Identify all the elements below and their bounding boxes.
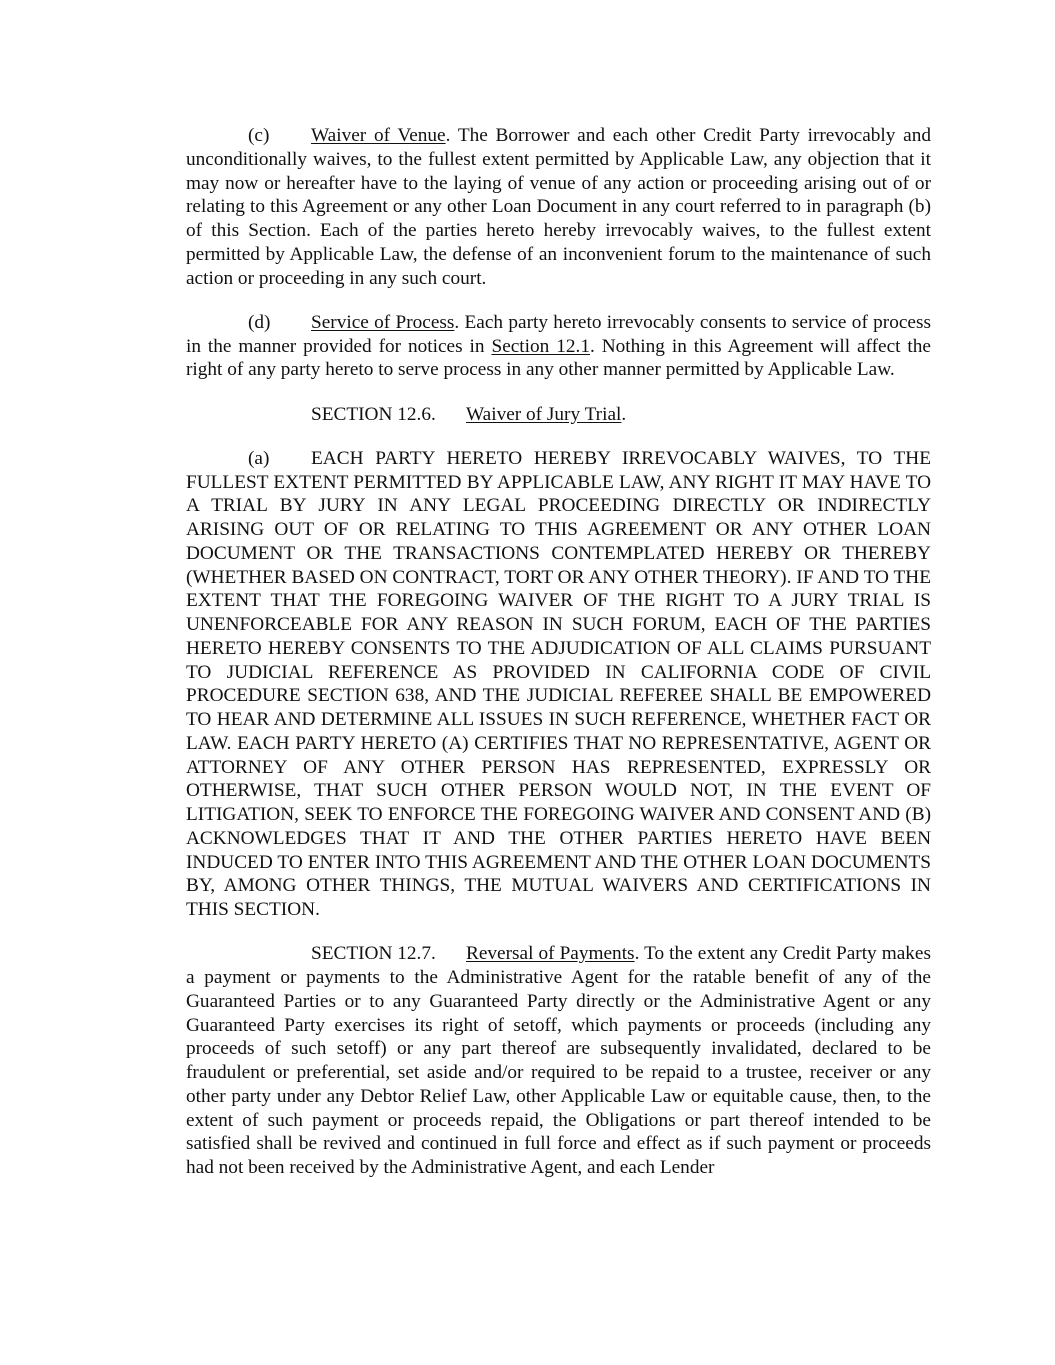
section-reference-link: Section 12.1 (491, 335, 590, 357)
paragraph-reversal-of-payments (186, 942, 931, 1180)
paragraph-label-c: (c) (248, 125, 270, 146)
heading-waiver-of-jury-trial: Waiver of Jury Trial (466, 403, 622, 425)
section-number-12-6: SECTION 12.6. (311, 403, 436, 425)
section-12-7-body: . To the extent any Credit Party makes a payment or payments to the Administrative Agent for the ratable benefit of any of the Guaranteed Parties or to any Guaranteed Party directly or the Administrative Agent or any Guaranteed Party exercises its right of setoff, which payments or proceeds (including any proceeds of such setoff) or any part thereof are subsequently invalidated, declared to be fraudulent or preferential, set aside and/or required to be repaid to a trustee, receiver or any other party under any Debtor Relief Law, other Applicable Law or equitable cause, then, to the extent of such payment or proceeds repaid, the Obligations or part thereof intended to be satisfied shall be revived and continued in full force and effect as if such payment or proceeds had not been received by the Administrative Agent, and each Lender (186, 943, 931, 1178)
heading-suffix: . (621, 403, 627, 425)
paragraph-label-d: (d) (248, 311, 271, 333)
section-12-6-heading (186, 403, 931, 427)
heading-waiver-of-venue: Waiver of Venue (311, 125, 446, 146)
paragraph-d-body-after: . Nothing in this Agreement will affect the right of any party hereto to serve process in any other manner permitted by Applicable Law. (186, 335, 931, 381)
heading-reversal-of-payments: Reversal of Payments (466, 943, 635, 965)
section-number-12-7: SECTION 12.7. (311, 943, 436, 965)
paragraph-waiver-of-venue (186, 124, 931, 290)
document-page (186, 124, 931, 1180)
paragraph-jury-waiver (186, 447, 931, 922)
heading-service-of-process: Service of Process (311, 311, 455, 333)
paragraph-c-body: . The Borrower and each other Credit Party irrevocably and unconditionally waives, to the fullest extent permitted by Applicable Law, any objection that it may now or hereafter have to the laying of venue of any action or proceeding arising out of or relating to this Agreement or any other Loan Document in any court referred to in paragraph (b) of this Section. Each of the parties hereto hereby irrevocably waives, to the fullest extent permitted by Applicable Law, the defense of an inconvenient forum to the maintenance of such action or proceeding in any such court. (186, 125, 931, 289)
paragraph-d-body-before: . Each party hereto irrevocably consents to service of process in the manner provided for notices in (186, 311, 931, 357)
paragraph-service-of-process (186, 311, 931, 382)
paragraph-a-body: EACH PARTY HERETO HEREBY IRREVOCABLY WAIVES, TO THE FULLEST EXTENT PERMITTED BY APPLICABLE LAW, ANY RIGHT IT MAY HAVE TO A TRIAL BY JURY IN ANY LEGAL PROCEEDING DIRECTLY OR INDIRECTLY ARISING OUT OF OR RELATING TO THIS AGREEMENT OR ANY OTHER LOAN DOCUMENT OR THE TRANSACTIONS CONTEMPLATED HEREBY OR THEREBY (WHETHER BASED ON CONTRACT, TORT OR ANY OTHER THEORY). IF AND TO THE EXTENT THAT THE FOREGOING WAIVER OF THE RIGHT TO A JURY TRIAL IS UNENFORCEABLE FOR ANY REASON IN SUCH FORUM, EACH OF THE PARTIES HERETO HEREBY CONSENTS TO THE ADJUDICATION OF ALL CLAIMS PURSUANT TO JUDICIAL REFERENCE AS PROVIDED IN CALIFORNIA CODE OF CIVIL PROCEDURE SECTION 638, AND THE JUDICIAL REFEREE SHALL BE EMPOWERED TO HEAR AND DETERMINE ALL ISSUES IN SUCH REFERENCE, WHETHER FACT OR LAW. EACH PARTY HERETO (A) CERTIFIES THAT NO REPRESENTATIVE, AGENT OR ATTORNEY OF ANY OTHER PERSON HAS REPRESENTED, EXPRESSLY OR OTHERWISE, THAT SUCH OTHER PERSON WOULD NOT, IN THE EVENT OF LITIGATION, SEEK TO ENFORCE THE FOREGOING WAIVER AND CONSENT AND (B) ACKNOWLEDGES THAT IT AND THE OTHER PARTIES HERETO HAVE BEEN INDUCED TO ENTER INTO THIS AGREEMENT AND THE OTHER LOAN DOCUMENTS BY, AMONG OTHER THINGS, THE MUTUAL WAIVERS AND CERTIFICATIONS IN THIS SECTION. (186, 447, 931, 920)
paragraph-label-a: (a) (248, 447, 270, 469)
